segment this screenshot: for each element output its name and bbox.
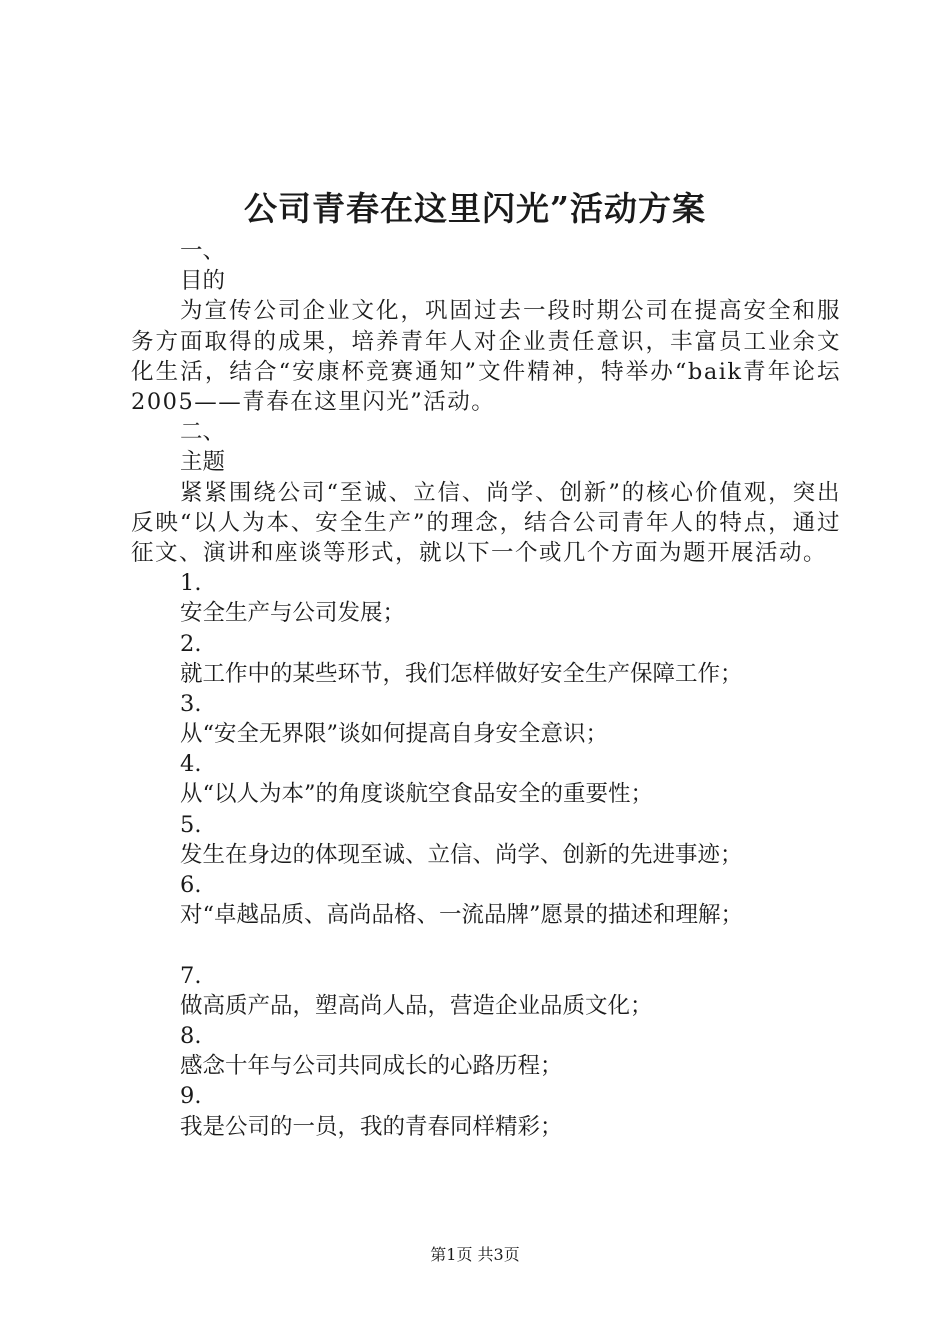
item-9-text: 我是公司的一员，我的青春同样精彩； [180,1113,563,1140]
item-4-number: 4. [180,751,202,778]
item-5-text: 发生在身边的体现至诚、立信、尚学、创新的先进事迹； [180,841,743,868]
section-1-number: 一、 [180,238,226,264]
section-2-number: 二、 [180,419,226,446]
item-4-text: 从“以人为本”的角度谈航空食品安全的重要性； [180,781,654,808]
section-1-paragraph: 为宣传公司企业文化，巩固过去一段时期公司在提高安全和服务方面取得的成果，培养青年人对企业责任意识，丰富员工业余文化生活，结合“安康杯竞赛通知”文件精神，特举办“baik青年论坛2005——青春在这里闪光”活动。 [131,298,841,415]
item-2-text: 就工作中的某些环节，我们怎样做好安全生产保障工作； [180,660,743,687]
item-2-number: 2. [180,630,202,657]
section-2-paragraph: 紧紧围绕公司“至诚、立信、尚学、创新”的核心价值观，突出反映“以人为本、安全生产”的理念，结合公司青年人的特点，通过征文、演讲和座谈等形式，就以下一个或几个方面为题开展活动。 [131,479,841,566]
blank-line [131,930,841,960]
item-5-number: 5. [180,811,202,838]
item-3-number: 3. [180,690,202,717]
item-1-number: 1. [180,570,202,597]
page-footer: 第1页 共3页 [430,1245,520,1264]
item-8-text: 感念十年与公司共同成长的心路历程； [180,1053,563,1080]
item-7-text: 做高质产品，塑高尚人品，营造企业品质文化； [180,992,653,1019]
document-body [131,236,841,1142]
item-6-text: 对“卓越品质、高尚品格、一流品牌”愿景的描述和理解； [180,902,744,929]
section-2-heading: 主题 [180,449,226,476]
section-1-heading: 目的 [180,268,226,295]
document-title: 公司青春在这里闪光”活动方案 [244,189,706,228]
item-8-number: 8. [180,1022,202,1049]
item-6-number: 6. [180,872,202,899]
item-9-number: 9. [180,1083,202,1110]
item-7-number: 7. [180,962,202,989]
item-1-text: 安全生产与公司发展； [180,600,406,627]
item-3-text: 从“安全无界限”谈如何提高自身安全意识； [180,721,609,748]
